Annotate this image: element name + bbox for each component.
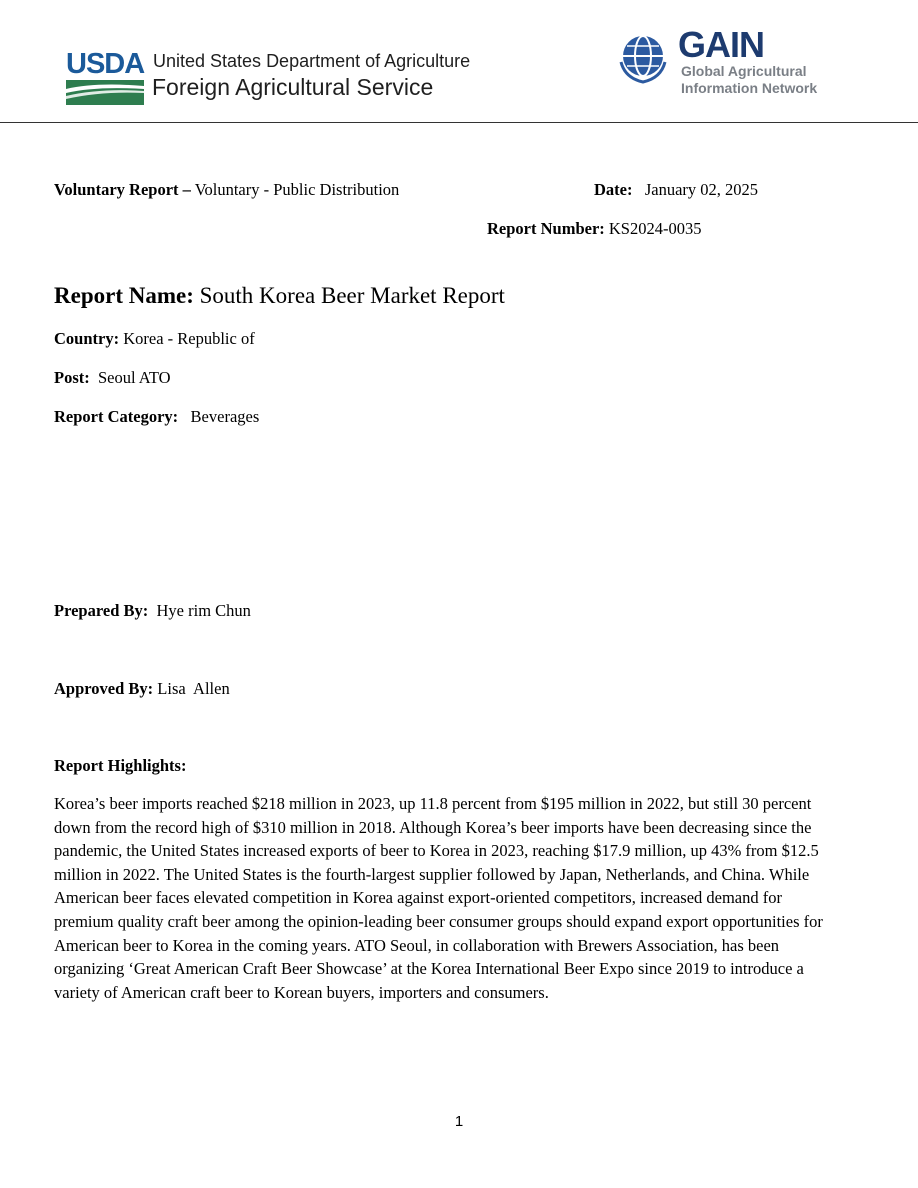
agency-service: Foreign Agricultural Service — [152, 74, 434, 100]
date-line — [594, 180, 758, 200]
gain-subtitle-line1: Global Agricultural — [681, 63, 807, 79]
post-value: Seoul ATO — [98, 368, 171, 387]
approved-by-label: Approved By: — [54, 679, 154, 698]
report-number-value: KS2024-0035 — [608, 219, 702, 238]
voluntary-label: Voluntary Report – — [54, 180, 191, 199]
report-name-value: South Korea Beer Market Report — [199, 283, 505, 308]
page-number: 1 — [454, 1113, 464, 1130]
agency-name: United States Department of Agriculture — [153, 51, 471, 71]
date-value: January 02, 2025 — [644, 180, 759, 199]
category-value: Beverages — [190, 407, 260, 426]
country-value: Korea - Republic of — [123, 329, 255, 348]
category-line — [54, 407, 259, 427]
country-label: Country: — [54, 329, 120, 348]
post-label: Post: — [54, 368, 90, 387]
date-label: Date: — [594, 180, 633, 199]
globe-icon — [617, 32, 669, 84]
country-line — [54, 329, 255, 349]
report-name-label: Report Name: — [54, 283, 194, 308]
report-name-line — [54, 282, 505, 310]
header-divider — [0, 122, 918, 123]
gain-logo-title: GAIN — [678, 24, 764, 65]
post-line — [54, 368, 171, 388]
prepared-by-line — [54, 601, 251, 621]
highlights-heading: Report Highlights: — [54, 756, 187, 775]
report-number-line — [487, 219, 701, 239]
usda-logo-text: USDA — [66, 48, 145, 80]
voluntary-report-line — [54, 180, 399, 200]
approved-by-line — [54, 679, 230, 699]
approved-by-value: Lisa Allen — [157, 679, 230, 698]
gain-subtitle-line2: Information Network — [681, 80, 818, 96]
prepared-by-label: Prepared By: — [54, 601, 149, 620]
voluntary-value: Voluntary - Public Distribution — [190, 180, 400, 199]
category-label: Report Category: — [54, 407, 179, 426]
highlights-body: Korea’s beer imports reached $218 million in 2023, up 11.8 percent from $195 million in 2022, but still 30 percent down from the record high of $310 million in 2018. Although Korea’s beer imports have been decreasing since the pandemic, the United States increased exports of beer to Korea in 2023, reaching $17.9 million, up 43% from $12.5 million in 2022. The United States is the fourth-largest supplier followed by Japan, Netherlands, and China. While American beer faces elevated competition in Korea against export-oriented competitors, increased demand for premium quality craft beer among the opinion-leading beer consumer groups should expand export opportunities for American beer to Korea in the coming years. ATO Seoul, in collaboration with Brewers Association, has been organizing ‘Great American Craft Beer Showcase’ at the Korea International Beer Expo since 2019 to introduce a variety of American craft beer to Korean buyers, importers and consumers. — [54, 794, 823, 1002]
usda-logo-icon — [66, 80, 144, 105]
prepared-by-value: Hye rim Chun — [156, 601, 251, 620]
report-number-label: Report Number: — [487, 219, 605, 238]
